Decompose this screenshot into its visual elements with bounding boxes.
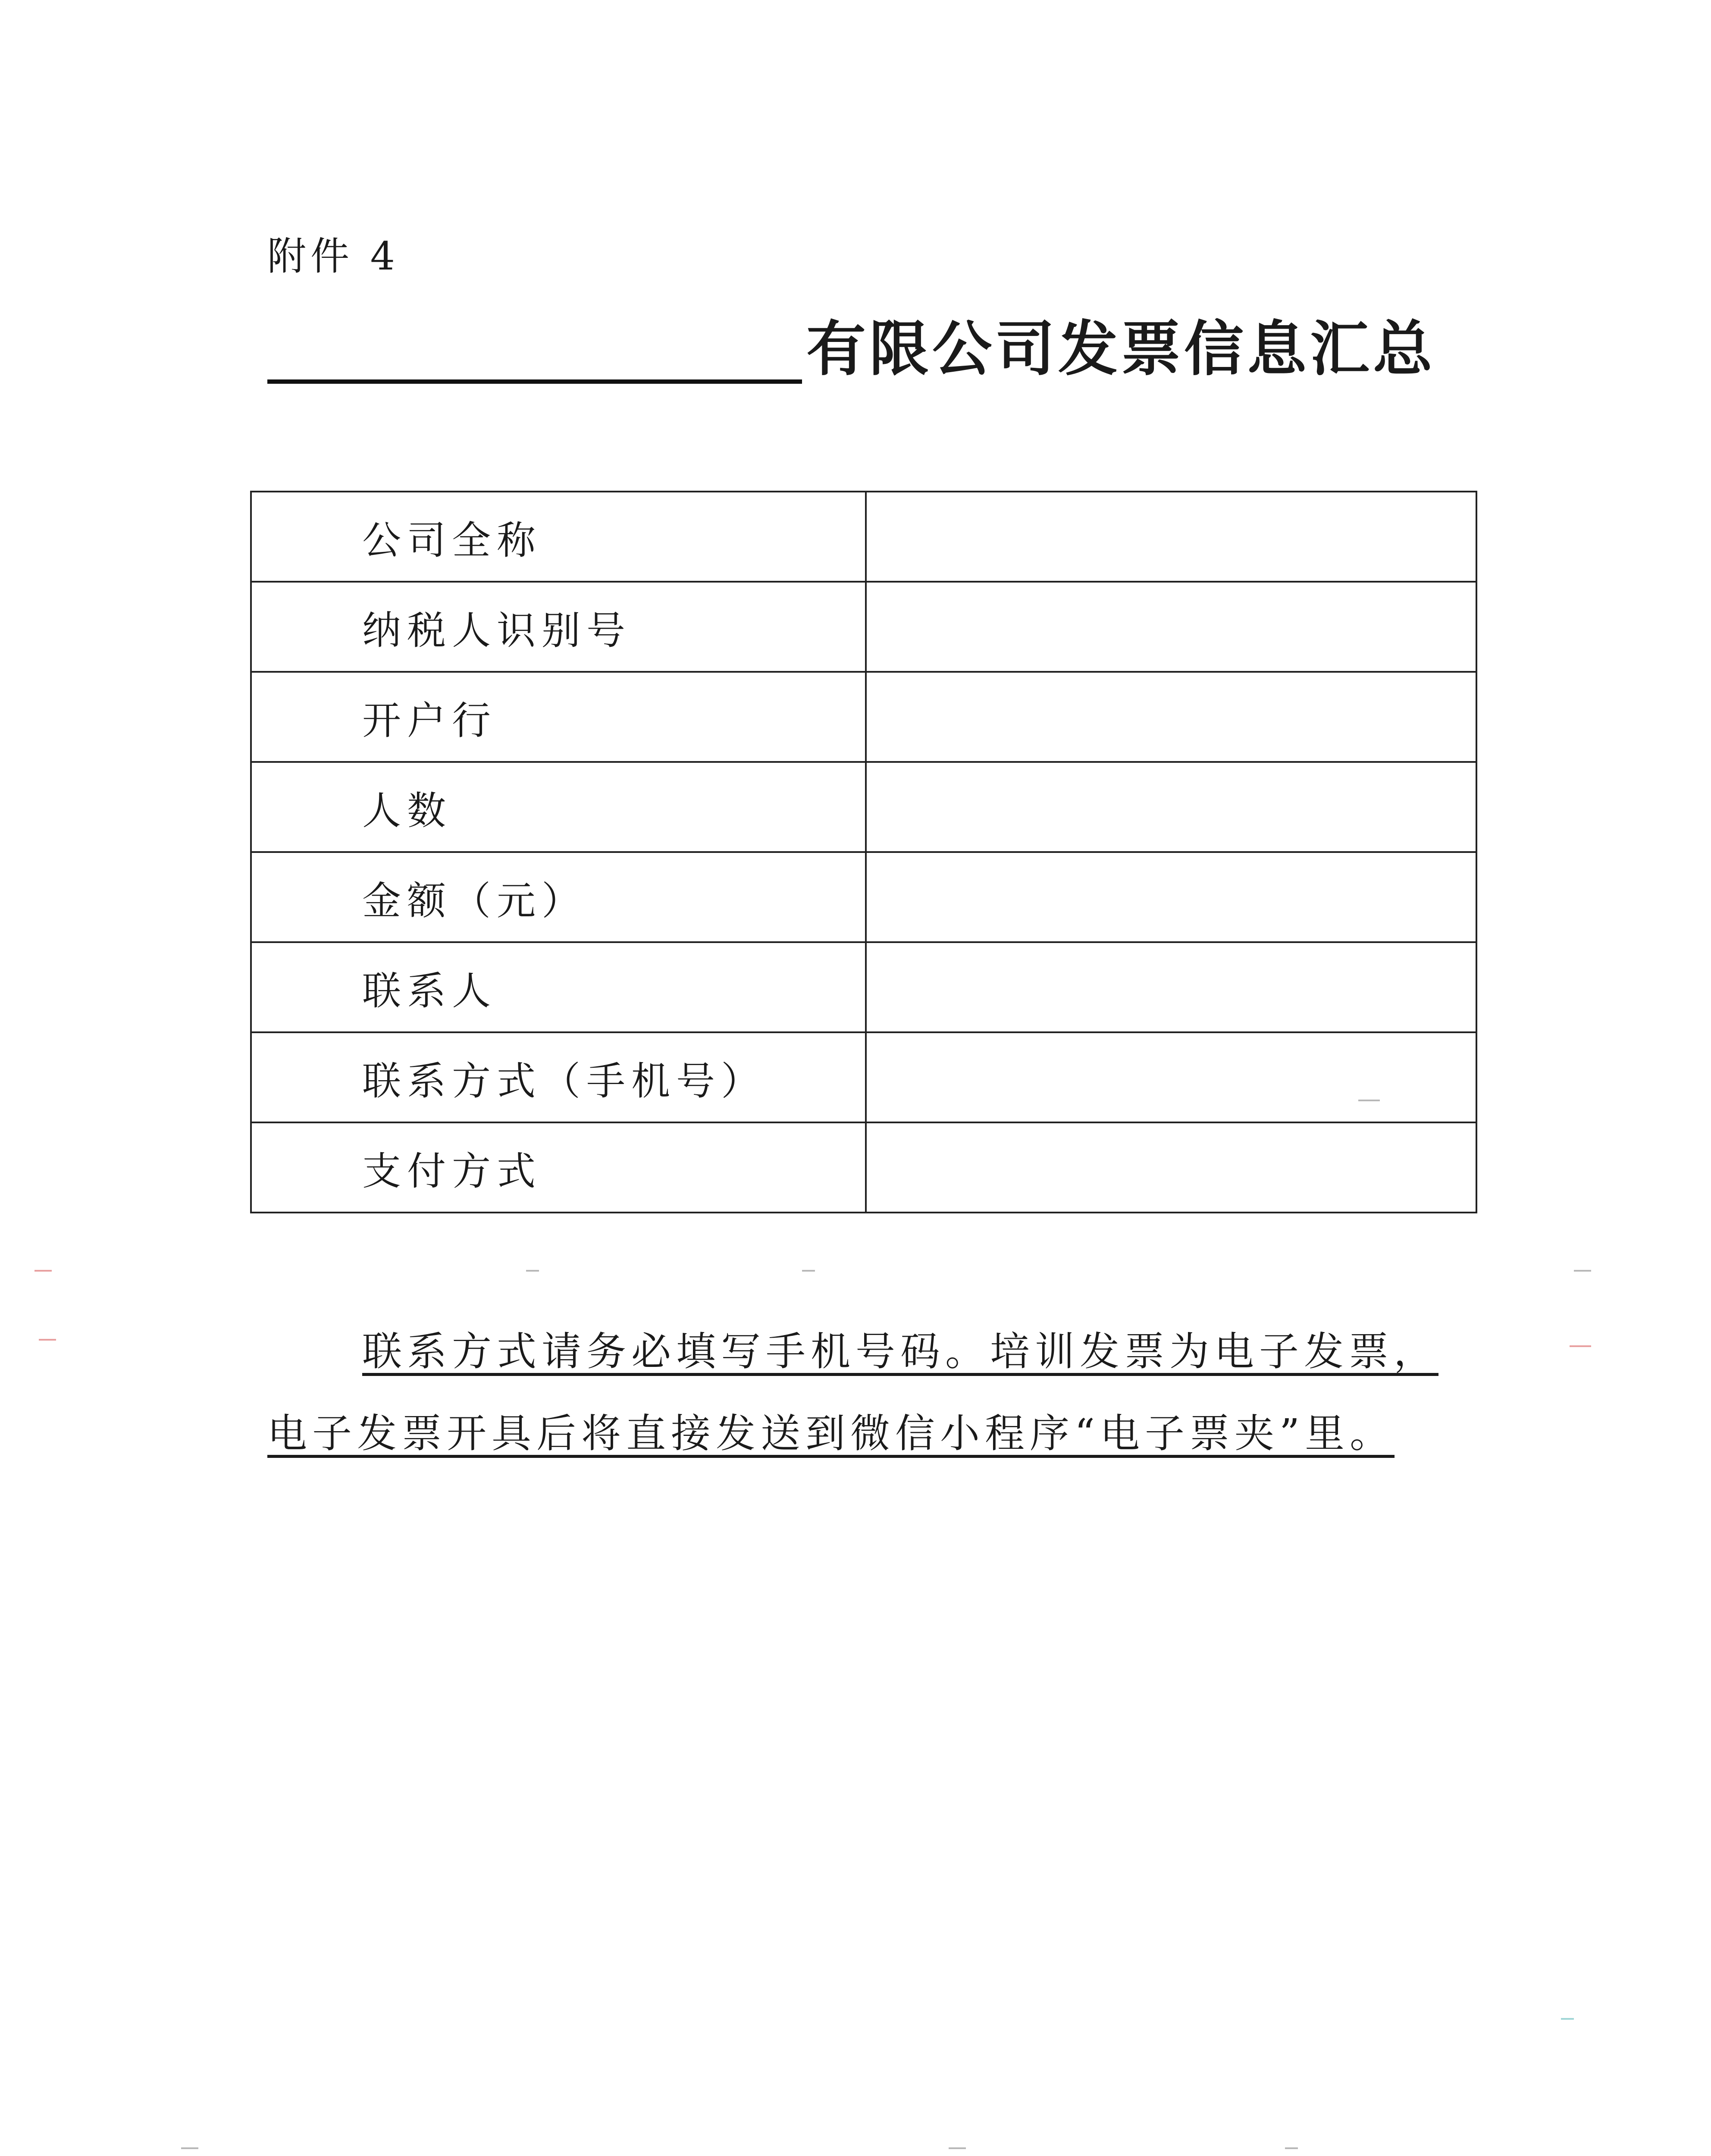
row-value[interactable] xyxy=(866,672,1476,762)
row-label: 公司全称 xyxy=(251,492,866,582)
row-value[interactable] xyxy=(866,492,1476,582)
note-paragraph xyxy=(267,1311,1475,1475)
row-value[interactable] xyxy=(866,852,1476,942)
table-row xyxy=(251,492,1476,582)
scan-speck xyxy=(39,1339,56,1341)
invoice-info-table xyxy=(250,491,1477,1213)
attachment-label: 附件 4 xyxy=(267,234,399,279)
row-label: 联系方式（手机号） xyxy=(251,1032,866,1122)
row-value[interactable] xyxy=(866,1032,1476,1122)
table-row xyxy=(251,852,1476,942)
scan-speck xyxy=(181,2147,198,2149)
scan-speck xyxy=(34,1270,52,1272)
note-line-2: 电子发票开具后将直接发送到微信小程序“电子票夹”里。 xyxy=(267,1410,1395,1457)
scan-speck xyxy=(1358,1100,1380,1101)
row-value[interactable] xyxy=(866,762,1476,852)
table-row xyxy=(251,672,1476,762)
table-row xyxy=(251,1032,1476,1122)
scan-speck xyxy=(802,1270,815,1272)
scan-speck xyxy=(1574,1270,1591,1272)
document-title: 有限公司发票信息汇总 xyxy=(806,313,1436,384)
row-label: 人数 xyxy=(251,762,866,852)
table-row xyxy=(251,1122,1476,1213)
table-row xyxy=(251,582,1476,672)
row-label: 金额（元） xyxy=(251,852,866,942)
title-row xyxy=(267,313,1496,397)
company-name-blank-line xyxy=(267,379,802,384)
table-row xyxy=(251,942,1476,1032)
note-line-1: 联系方式请务必填写手机号码。培训发票为电子发票， xyxy=(362,1329,1439,1375)
row-label: 开户行 xyxy=(251,672,866,762)
row-value[interactable] xyxy=(866,582,1476,672)
scan-speck xyxy=(949,2147,966,2149)
row-label: 纳税人识别号 xyxy=(251,582,866,672)
scan-speck xyxy=(1561,2018,1574,2020)
row-value[interactable] xyxy=(866,942,1476,1032)
row-label: 联系人 xyxy=(251,942,866,1032)
scan-speck xyxy=(1570,1345,1591,1347)
row-value[interactable] xyxy=(866,1122,1476,1213)
row-label: 支付方式 xyxy=(251,1122,866,1213)
scan-speck xyxy=(526,1270,539,1272)
table-row xyxy=(251,762,1476,852)
scan-speck xyxy=(1285,2147,1298,2149)
